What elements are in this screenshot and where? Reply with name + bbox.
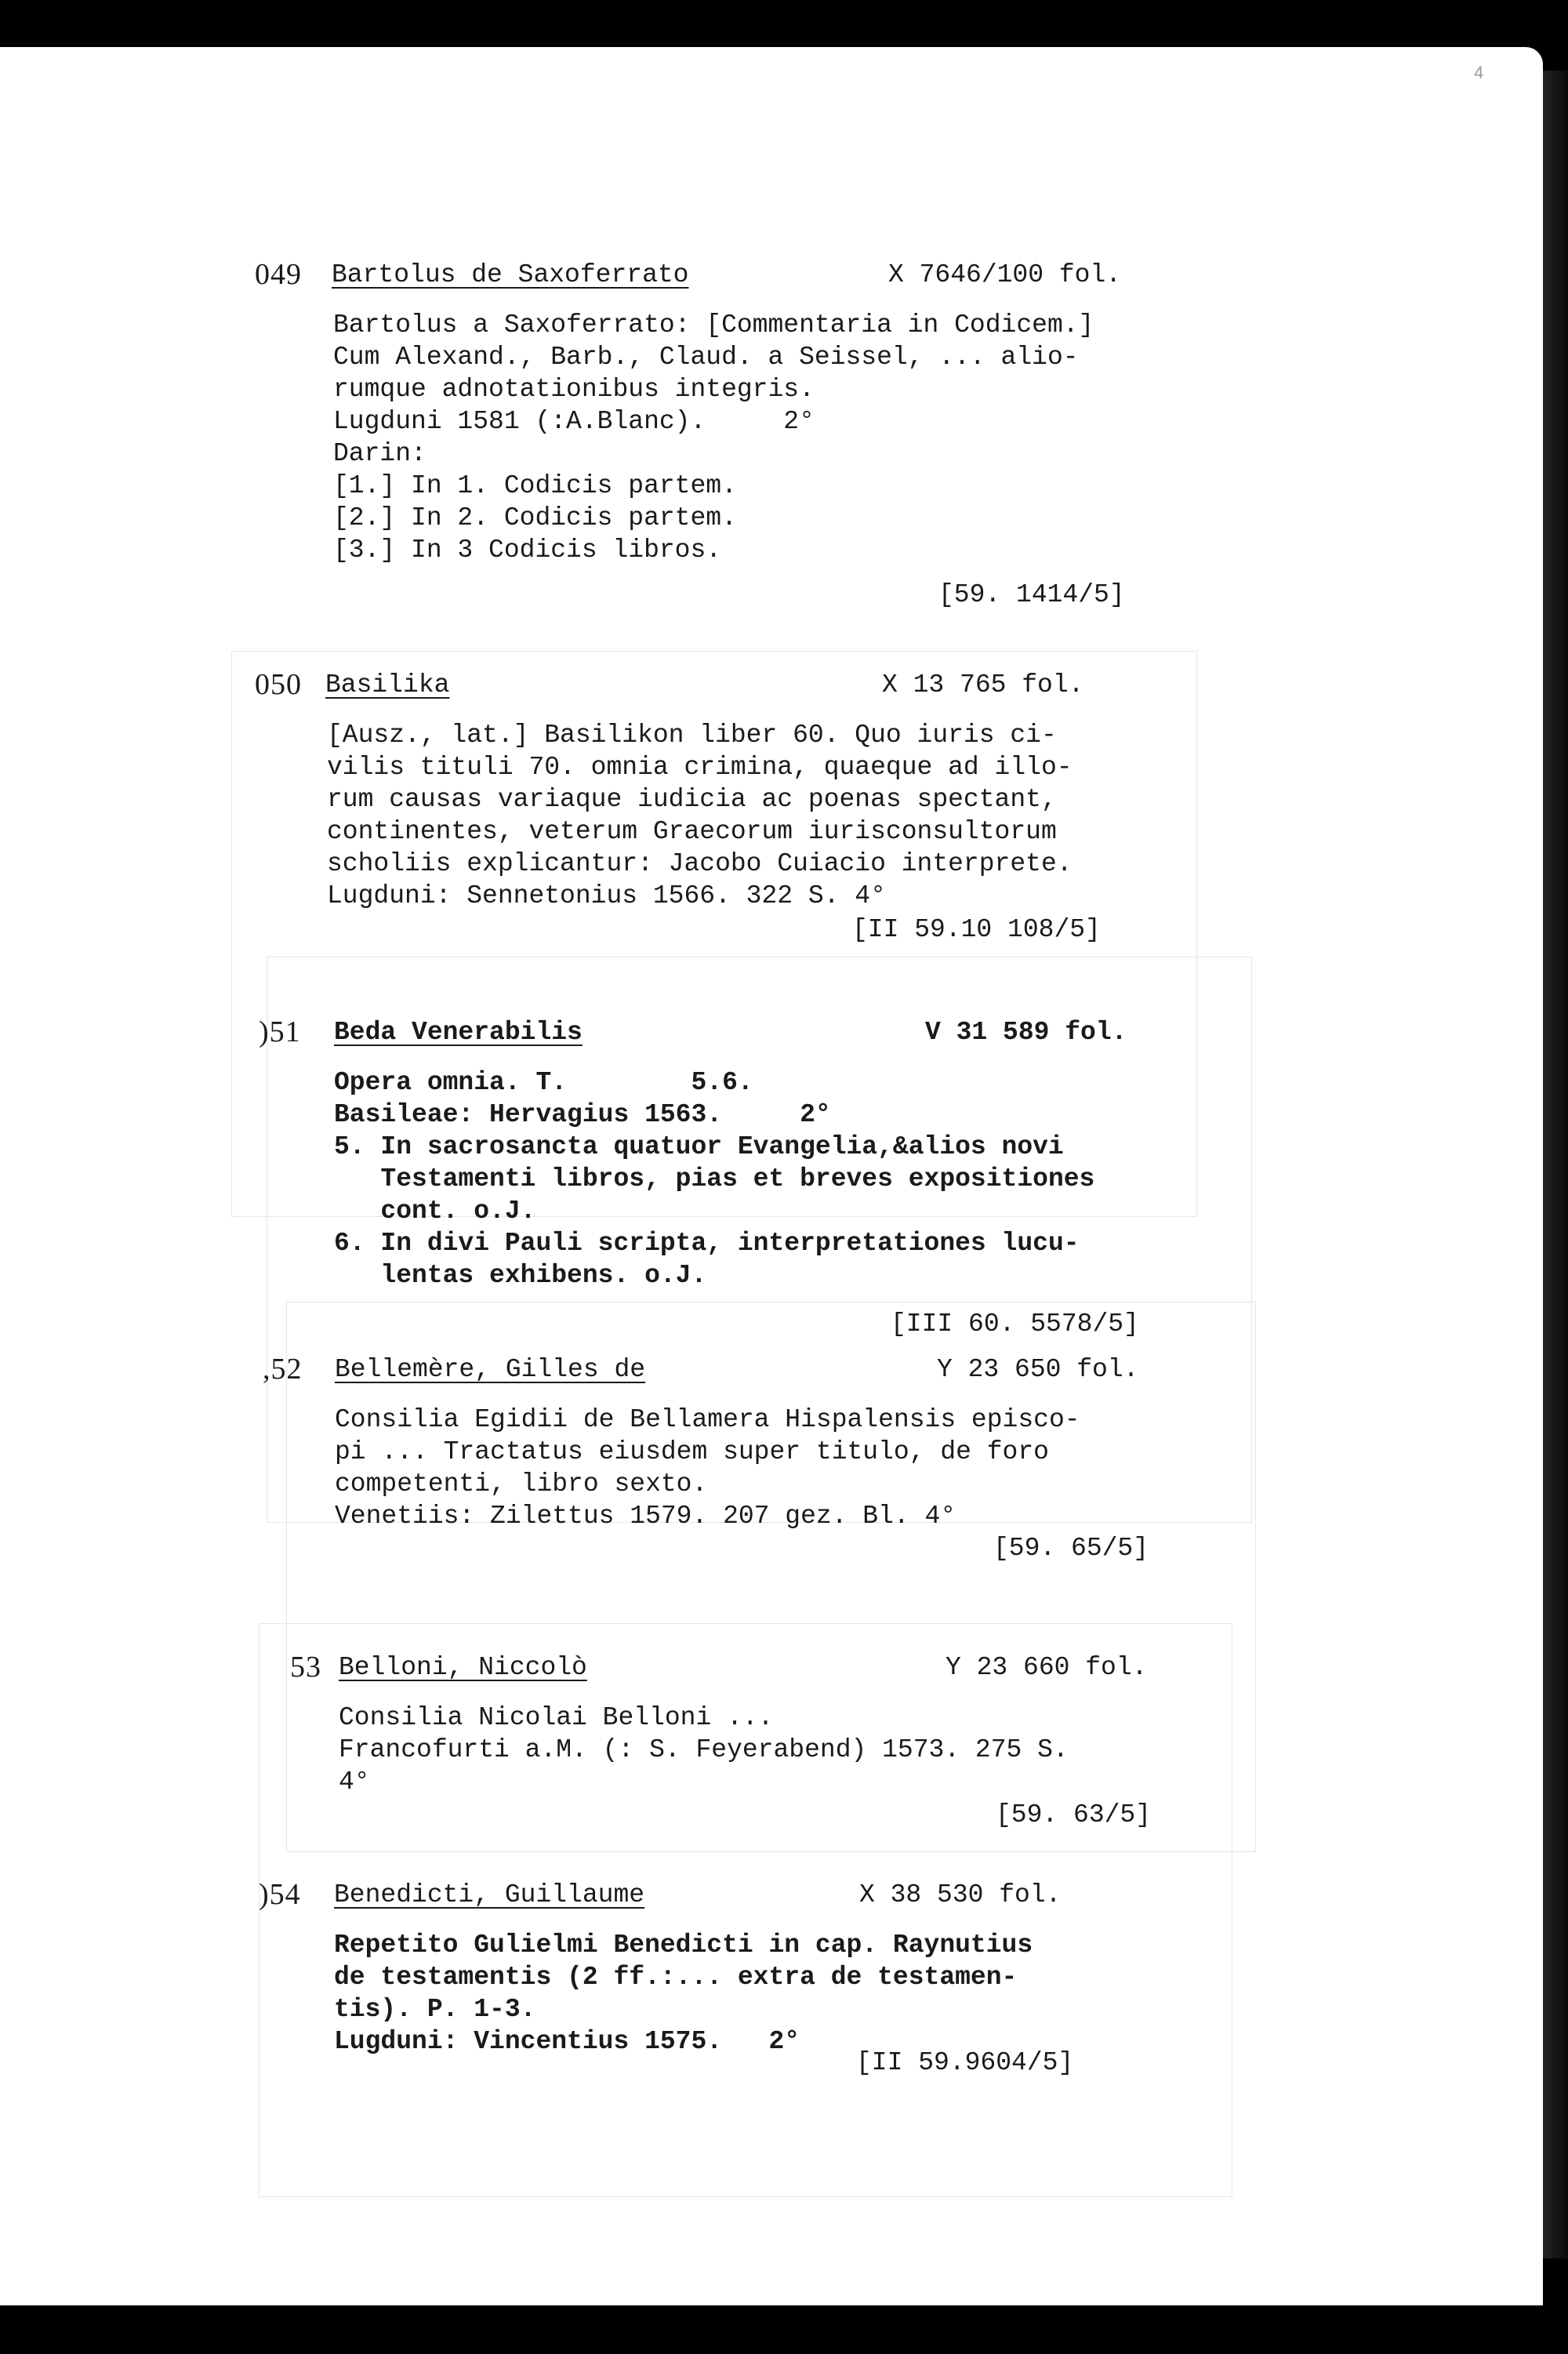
entry-body: [334, 1929, 1160, 2058]
catalog-entry-049: [255, 258, 1156, 609]
entry-line: Venetiis: Zilettus 1579. 207 gez. Bl. 4°: [335, 1502, 956, 1531]
shelfmark: [III 60. 5578/5]: [891, 1310, 1139, 1339]
entry-number: )51: [259, 1015, 301, 1048]
entry-heading: Benedicti, Guillaume: [334, 1880, 645, 1909]
entry-body: [339, 1702, 1192, 1798]
shelfmark: [59. 1414/5]: [938, 580, 1125, 609]
entry-line: Consilia Nicolai Belloni ...: [339, 1703, 774, 1732]
entry-line: continentes, veterum Graecorum iurisconsultorum: [327, 817, 1057, 846]
entry-line: de testamentis (2 ff.:... extra de testamen-: [334, 1963, 1018, 1992]
entry-body: [327, 719, 1156, 912]
entry-line: Lugduni: Sennetonius 1566. 322 S. 4°: [327, 881, 886, 910]
entry-body: [334, 1066, 1160, 1291]
entry-line: Lugduni: Vincentius 1575. 2°: [334, 2027, 800, 2056]
entry-line: Consilia Egidii de Bellamera Hispalensis episco-: [335, 1405, 1080, 1434]
entry-number: 53: [290, 1651, 321, 1684]
entry-line: Bartolus a Saxoferrato: [Commentaria in Codicem.]: [333, 311, 1094, 340]
entry-line: Repetito Gulielmi Benedicti in cap. Raynutius: [334, 1931, 1033, 1960]
entry-heading: Basilika: [325, 670, 450, 699]
catalog-entry-054: [259, 1878, 1160, 2077]
entry-line: 5. In sacrosancta quatuor Evangelia,&alios novi: [334, 1132, 1064, 1161]
entry-line: Darin:: [333, 439, 426, 468]
catalog-entry-050: [255, 668, 1156, 944]
entry-line: scholiis explicantur: Jacobo Cuiacio interprete.: [327, 849, 1073, 878]
entry-heading: Bartolus de Saxoferrato: [332, 260, 689, 289]
entry-number: )54: [259, 1878, 301, 1911]
entry-line: tis). P. 1-3.: [334, 1995, 536, 2024]
entry-heading: Beda Venerabilis: [334, 1018, 583, 1047]
entry-line: Opera omnia. T. 5.6.: [334, 1068, 753, 1097]
entry-line: 4°: [339, 1767, 370, 1796]
catalog-entry-051: [259, 1015, 1160, 1339]
entry-signature: Y 23 650 fol.: [937, 1355, 1139, 1384]
entry-signature: X 38 530 fol.: [859, 1880, 1062, 1909]
entry-line: cont. o.J.: [334, 1197, 536, 1226]
corner-mark: 4: [1474, 63, 1484, 82]
entry-signature: Y 23 660 fol.: [946, 1653, 1148, 1682]
entry-heading: Belloni, Niccolò: [339, 1653, 587, 1682]
entry-line: [3.] In 3 Codicis libros.: [333, 536, 722, 565]
entry-line: Basileae: Hervagius 1563. 2°: [334, 1100, 831, 1129]
entry-line: Testamenti libros, pias et breves expositiones: [334, 1164, 1095, 1193]
entry-line: Cum Alexand., Barb., Claud. a Seissel, ... alio-: [333, 343, 1079, 372]
catalog-entry-052: [263, 1353, 1203, 1563]
entry-number: 050: [255, 668, 302, 701]
entry-body: [333, 309, 1156, 566]
entry-line: Lugduni 1581 (:A.Blanc). 2°: [333, 407, 815, 436]
shelfmark: [59. 65/5]: [993, 1534, 1149, 1563]
entry-signature: X 7646/100 fol.: [888, 260, 1122, 289]
entry-number: ,52: [263, 1353, 303, 1386]
entry-line: [2.] In 2. Codicis partem.: [333, 503, 737, 532]
catalog-card-page: [0, 47, 1543, 2305]
entry-line: competenti, libro sexto.: [335, 1469, 708, 1498]
entry-line: rumque adnotationibus integris.: [333, 375, 815, 404]
entry-line: [1.] In 1. Codicis partem.: [333, 471, 737, 500]
entry-line: rum causas variaque iudicia ac poenas spectant,: [327, 785, 1057, 814]
entry-line: pi ... Tractatus eiusdem super titulo, de foro: [335, 1437, 1049, 1466]
entry-line: Francofurti a.M. (: S. Feyerabend) 1573. 275 S.: [339, 1735, 1069, 1764]
entry-line: 6. In divi Pauli scripta, interpretationes lucu-: [334, 1229, 1080, 1258]
entry-line: lentas exhibens. o.J.: [334, 1261, 707, 1290]
entry-signature: V 31 589 fol.: [925, 1018, 1127, 1047]
catalog-entry-053: [290, 1651, 1192, 1829]
entry-body: [335, 1404, 1203, 1532]
entry-heading: Bellemère, Gilles de: [335, 1355, 646, 1384]
entry-number: 049: [255, 258, 302, 291]
shelfmark: [II 59.10 108/5]: [852, 915, 1101, 944]
shelfmark: [II 59.9604/5]: [856, 2048, 1074, 2077]
entry-line: [Ausz., lat.] Basilikon liber 60. Quo iuris ci-: [327, 721, 1057, 750]
shelfmark: [59. 63/5]: [996, 1800, 1152, 1829]
entry-signature: X 13 765 fol.: [882, 670, 1084, 699]
entry-line: vilis tituli 70. omnia crimina, quaeque ad illo-: [327, 753, 1073, 782]
